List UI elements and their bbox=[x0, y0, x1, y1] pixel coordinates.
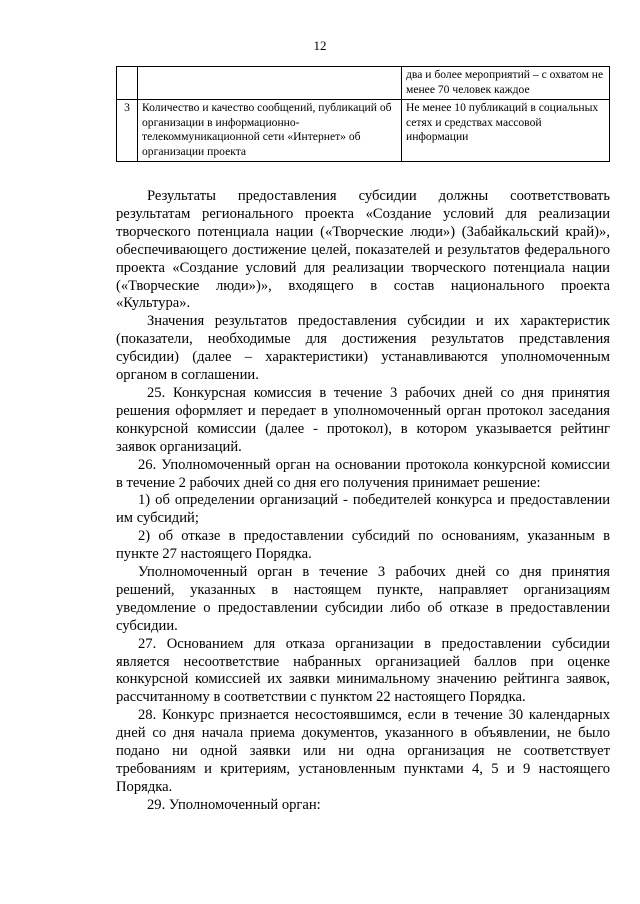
page-number: 12 bbox=[313, 38, 327, 53]
table-cell-criterion: Количество и качество сообщений, публикаций об организации в информационно-телекоммуникационной сети «Интернет» об организации проекта bbox=[138, 100, 402, 162]
table-cell-criterion bbox=[138, 67, 402, 100]
paragraph-26: 26. Уполномоченный орган на основании протокола конкурсной комиссии в течение 2 рабочих дней со дня его получения принимает решение: bbox=[116, 456, 610, 491]
paragraph-notification: Уполномоченный орган в течение 3 рабочих дней со дня принятия решений, указанных в настоящем пункте, направляет организациям уведомление о предоставлении субсидии либо об отказе в предоставлении субсидии. bbox=[116, 564, 610, 634]
criteria-table bbox=[116, 66, 610, 162]
table-cell-value: два и более мероприятий – с охватом не менее 70 человек каждое bbox=[402, 67, 610, 100]
paragraph-results: Результаты предоставления субсидии должны соответствовать результатам регионального проекта «Создание условий для реализации творческого потенциала нации («Творческие люди») (Забайкальский край)», обеспечивающего достижение целей, показателей и результатов федерального проекта «Создание условий для реализации творческого потенциала нации («Творческие люди»)», входящего в состав национального проекта «Культура». bbox=[116, 188, 610, 312]
table-cell-number bbox=[117, 67, 138, 100]
paragraph-characteristics: Значения результатов предоставления субсидии и их характеристик (показатели, необходимые для достижения результатов представления субсидии) (далее – характеристики) устанавливаются уполномоченным органом в соглашении. bbox=[116, 313, 610, 384]
table-cell-number: 3 bbox=[117, 100, 138, 162]
table-row bbox=[117, 100, 610, 162]
paragraph-27: 27. Основанием для отказа организации в предоставлении субсидии является несоответствие набранных организацией баллов при оценке конкурсной комиссией их заявки минимальному значению рейтинга заявок, рассчитанному в соответствии с пунктом 22 настоящего Порядка. bbox=[116, 635, 610, 706]
table-row bbox=[117, 67, 610, 100]
paragraph-28: 28. Конкурс признается несостоявшимся, если в течение 30 календарных дней со дня начала приема документов, указанного в объявлении, не было подано ни одной заявки или ни одна организация не соответствует требованиям и критериям, установленным пунктами 4, 5 и 9 настоящего Порядка. bbox=[116, 707, 610, 795]
document-body bbox=[116, 188, 610, 815]
paragraph-29: 29. Уполномоченный орган: bbox=[147, 796, 321, 813]
table-cell-value: Не менее 10 публикаций в социальных сетях и средствах массовой информации bbox=[402, 100, 610, 162]
paragraph-26-item-2: 2) об отказе в предоставлении субсидий по основаниям, указанным в пункте 27 настоящего Порядка. bbox=[116, 528, 610, 563]
paragraph-26-item-1: 1) об определении организаций - победителей конкурса и предоставлении им субсидий; bbox=[116, 492, 610, 527]
paragraph-25: 25. Конкурсная комиссия в течение 3 рабочих дней со дня принятия решения оформляет и передает в уполномоченный орган протокол заседания конкурсной комиссии (далее - протокол), в котором указывается рейтинг заявок организаций. bbox=[116, 384, 610, 455]
